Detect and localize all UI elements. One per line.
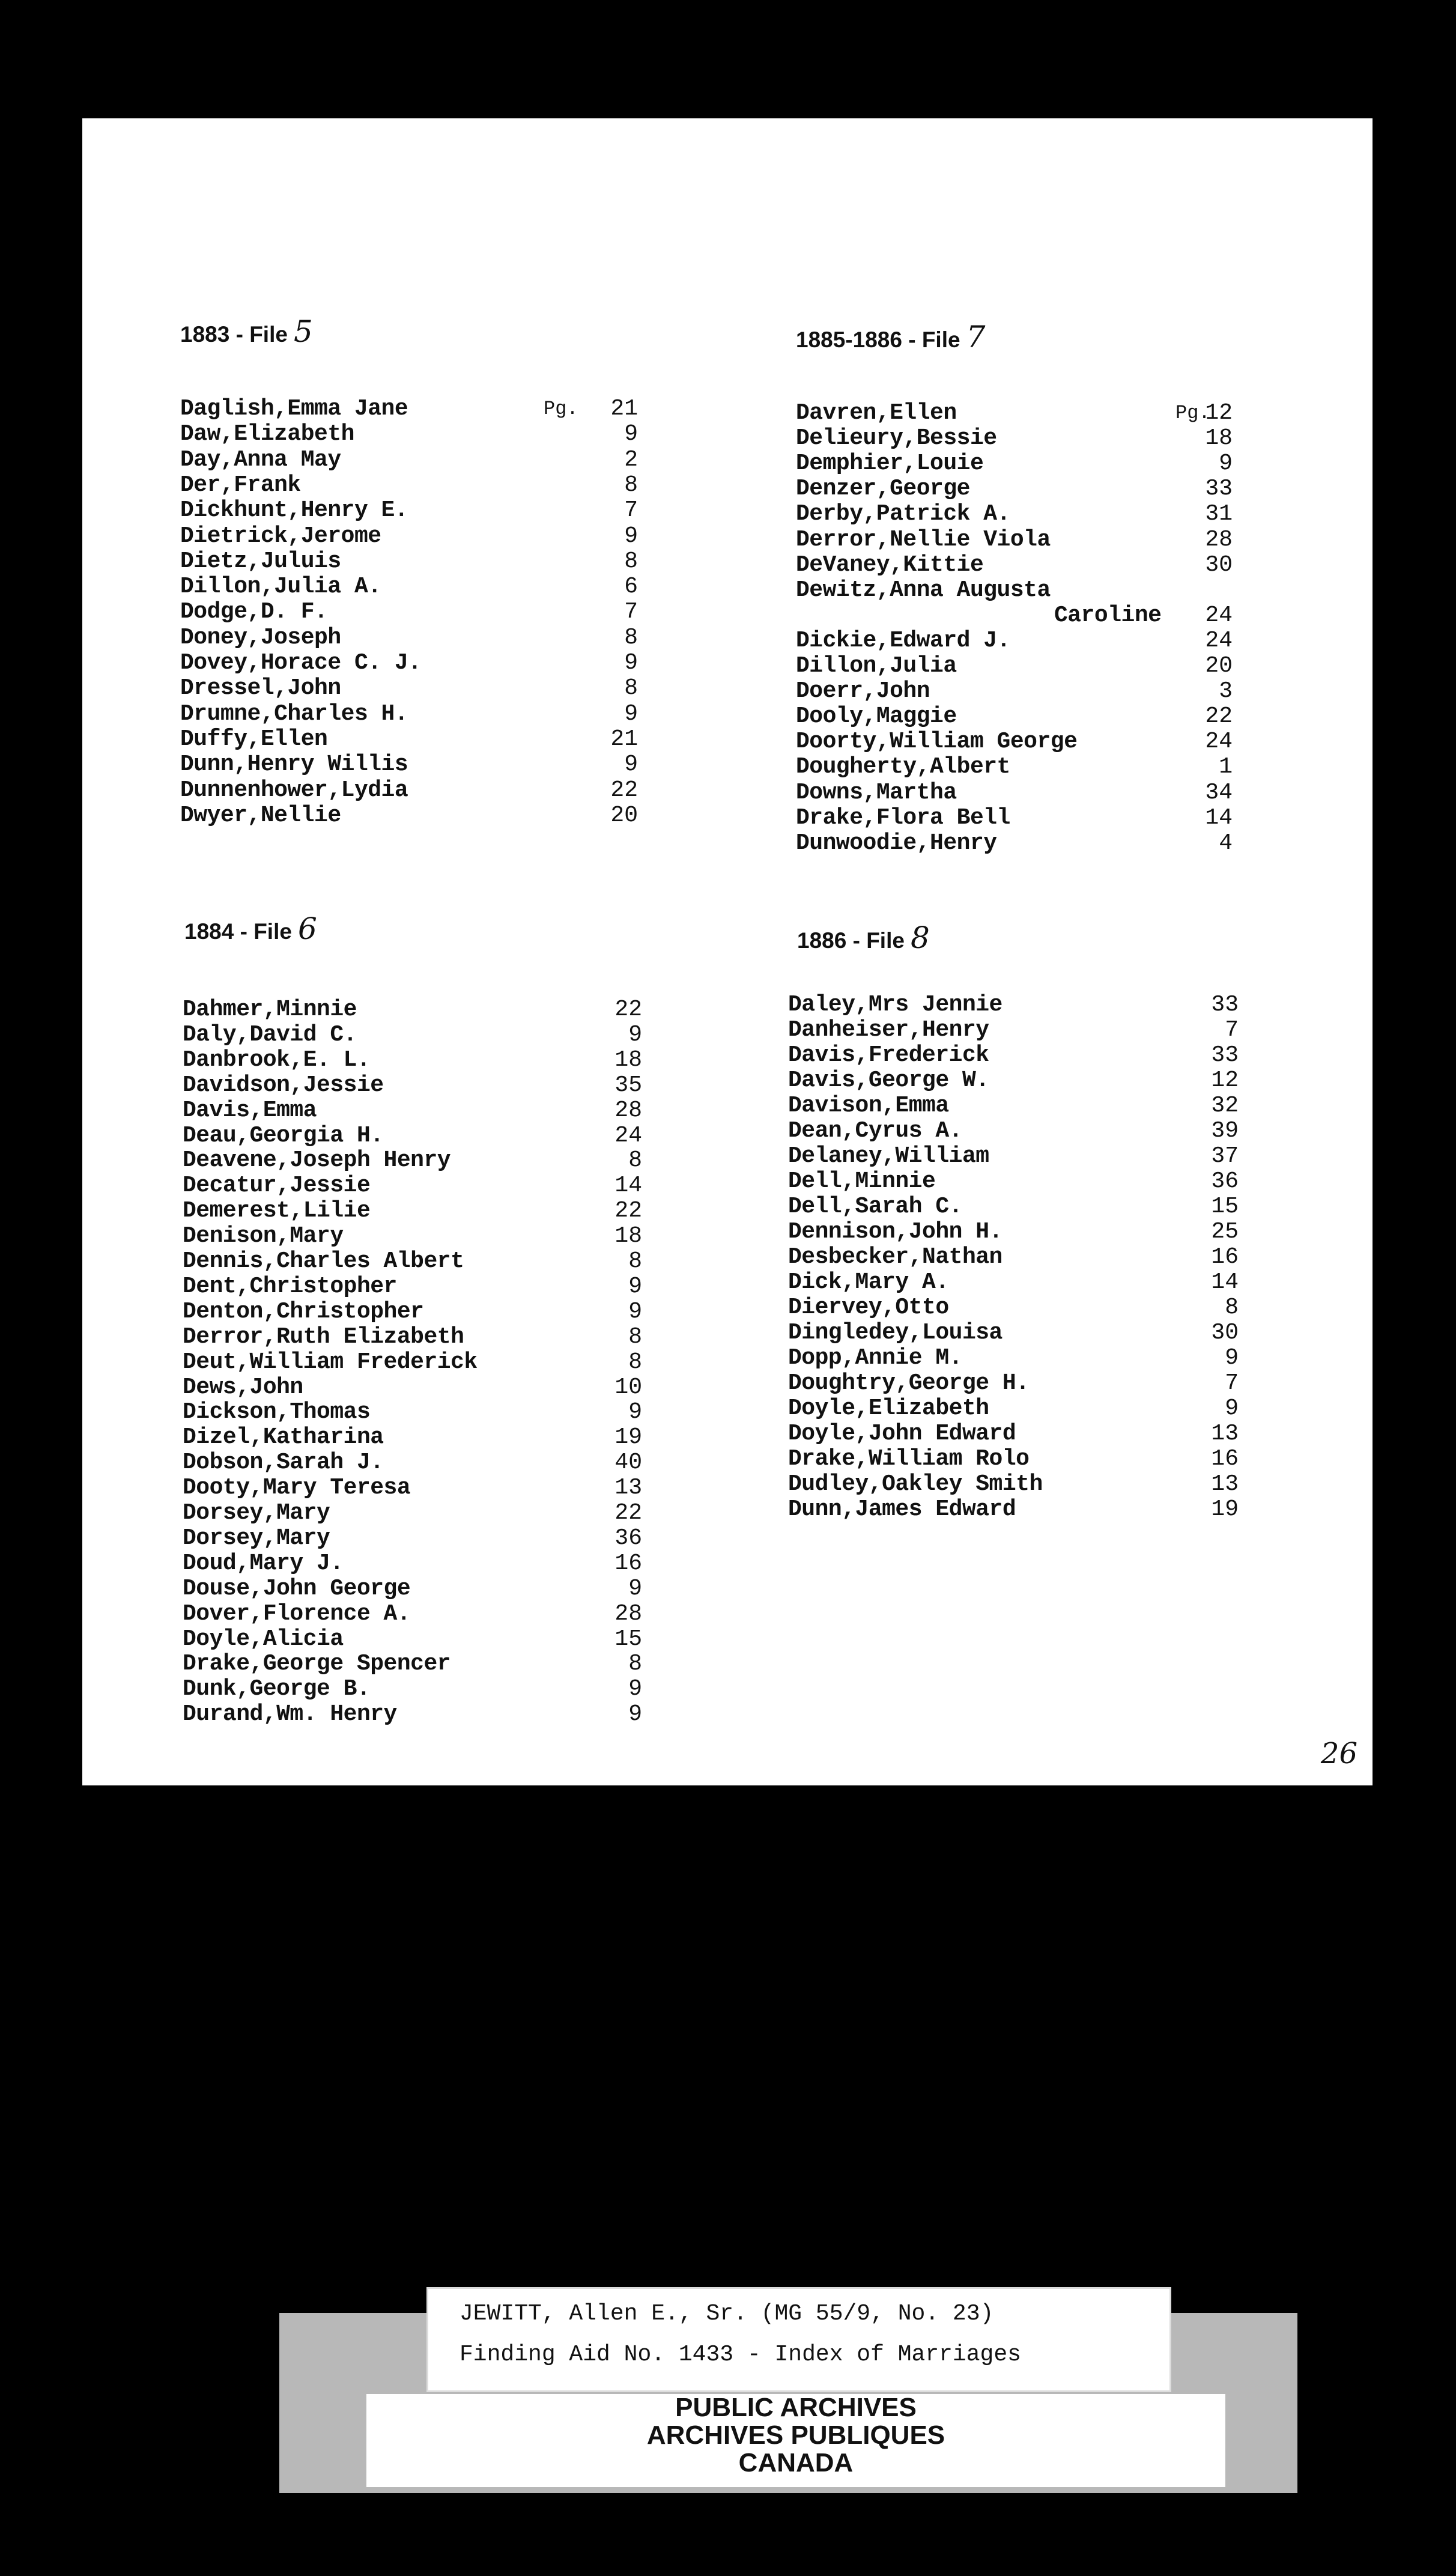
list-item bbox=[788, 1421, 1239, 1447]
entry-name: Dorsey,Mary bbox=[183, 1500, 330, 1526]
entry-page: 20 bbox=[610, 802, 638, 828]
entry-page: 9 bbox=[628, 1701, 642, 1728]
entry-name: Dressel,John bbox=[180, 675, 341, 702]
entry-name: Dunn,James Edward bbox=[788, 1496, 1016, 1522]
entry-page: 8 bbox=[1225, 1295, 1239, 1320]
entry-name: Doud,Mary J. bbox=[183, 1550, 344, 1576]
entry-name: Dickie,Edward J. bbox=[796, 627, 1010, 654]
entry-name: Doorty,William George bbox=[796, 729, 1078, 755]
entry-name: Diervey,Otto bbox=[788, 1295, 949, 1320]
archives-line-2: ARCHIVES PUBLIQUES bbox=[646, 2420, 945, 2450]
entry-name: Daley,Mrs Jennie bbox=[788, 992, 1003, 1018]
list-item bbox=[180, 727, 638, 752]
section-title-1885: 1885-1886 - File 7 bbox=[796, 320, 986, 354]
entry-page: 8 bbox=[628, 1323, 642, 1350]
entry-name: Davis,Emma bbox=[183, 1097, 317, 1123]
list-item bbox=[180, 524, 638, 549]
entry-name: Dingledey,Louisa bbox=[788, 1320, 1003, 1346]
entry-name: Daly,David C. bbox=[183, 1021, 357, 1048]
entry-page: 8 bbox=[628, 1248, 642, 1274]
list-item bbox=[183, 1224, 642, 1249]
entry-page: 13 bbox=[614, 1475, 642, 1501]
entry-page: 9 bbox=[1225, 1345, 1239, 1371]
list-item bbox=[183, 1425, 642, 1450]
entry-name: Dell,Sarah C. bbox=[788, 1194, 962, 1220]
entry-page: 28 bbox=[614, 1600, 642, 1627]
list-item bbox=[788, 1320, 1239, 1346]
entry-name: Denton,Christopher bbox=[183, 1298, 424, 1325]
entry-page: 9 bbox=[624, 523, 638, 549]
finding-aid-label bbox=[426, 2287, 1171, 2392]
list-item bbox=[183, 1627, 642, 1652]
entry-name: Derror,Ruth Elizabeth bbox=[183, 1323, 464, 1350]
entry-name: Dodge,D. F. bbox=[180, 599, 328, 625]
entry-page: 34 bbox=[1205, 779, 1233, 806]
list-item bbox=[796, 806, 1233, 831]
entry-name: Delieury,Bessie bbox=[796, 425, 997, 452]
list-item bbox=[796, 679, 1233, 704]
entry-name: Dover,Florence A. bbox=[183, 1600, 411, 1627]
entry-page: 32 bbox=[1211, 1093, 1239, 1119]
entry-name: Dizel,Katharina bbox=[183, 1424, 384, 1451]
entry-name: Davren,Ellen bbox=[796, 400, 957, 426]
entry-page: 9 bbox=[628, 1273, 642, 1299]
entry-page: 13 bbox=[1211, 1471, 1239, 1497]
entry-page: 9 bbox=[628, 1021, 642, 1048]
entry-name: Dudley,Oakley Smith bbox=[788, 1471, 1043, 1497]
entry-name: Doyle,Alicia bbox=[183, 1626, 344, 1652]
list-item bbox=[788, 1194, 1239, 1220]
entry-name: Deavene,Joseph Henry bbox=[183, 1147, 451, 1174]
entry-name: Duffy,Ellen bbox=[180, 726, 328, 752]
entry-name: Dorsey,Mary bbox=[183, 1525, 330, 1551]
entry-name: Dickson,Thomas bbox=[183, 1399, 371, 1426]
list-item bbox=[183, 1551, 642, 1576]
entry-name: Doney,Joseph bbox=[180, 624, 341, 651]
entry-name: Davidson,Jessie bbox=[183, 1072, 384, 1098]
list-item bbox=[183, 1677, 642, 1702]
entry-name: Dennison,John H. bbox=[788, 1219, 1003, 1245]
list-item bbox=[183, 1325, 642, 1350]
entry-page: 9 bbox=[628, 1298, 642, 1325]
list-item bbox=[183, 1475, 642, 1501]
section-title-1886: 1886 - File 8 bbox=[797, 920, 930, 955]
entry-page: 9 bbox=[628, 1399, 642, 1426]
entry-page: 10 bbox=[614, 1374, 642, 1400]
entry-name: Dooty,Mary Teresa bbox=[183, 1475, 411, 1501]
entry-page: 16 bbox=[614, 1550, 642, 1576]
list-item bbox=[180, 549, 638, 574]
entry-page: 36 bbox=[1211, 1168, 1239, 1194]
entry-name: Day,Anna May bbox=[180, 446, 341, 473]
entry-page: 20 bbox=[1205, 653, 1233, 679]
entry-page: 15 bbox=[614, 1626, 642, 1652]
list-item bbox=[796, 831, 1233, 856]
entry-name: Drumne,Charles H. bbox=[180, 700, 408, 727]
list-item bbox=[796, 704, 1233, 729]
entry-page: 37 bbox=[1211, 1143, 1239, 1169]
list-item bbox=[180, 803, 638, 828]
entry-page: 2 bbox=[624, 446, 638, 473]
entry-page: 24 bbox=[1205, 627, 1233, 654]
list-item bbox=[788, 1295, 1239, 1320]
entry-name: Caroline bbox=[1054, 602, 1162, 628]
entry-name: Dickhunt,Henry E. bbox=[180, 497, 408, 524]
section-title-1883: 1883 - File 5 bbox=[180, 314, 313, 349]
entry-name: Dews,John bbox=[183, 1374, 303, 1400]
list-item bbox=[180, 625, 638, 651]
document-page bbox=[82, 118, 1373, 1785]
list-item bbox=[183, 1526, 642, 1551]
list-item bbox=[796, 527, 1233, 553]
entry-name: Dwyer,Nellie bbox=[180, 802, 341, 828]
list-item bbox=[180, 396, 638, 422]
list-item bbox=[183, 1274, 642, 1299]
entry-name: Dahmer,Minnie bbox=[183, 997, 357, 1022]
entry-page: 9 bbox=[624, 700, 638, 727]
entry-page: 28 bbox=[1205, 526, 1233, 553]
entry-page: 16 bbox=[1211, 1446, 1239, 1472]
entry-page: 7 bbox=[624, 497, 638, 524]
entry-page: 24 bbox=[1205, 602, 1233, 628]
list-item bbox=[180, 752, 638, 777]
entry-page: 14 bbox=[1205, 804, 1233, 831]
entry-name: Downs,Martha bbox=[796, 779, 957, 806]
entry-page: 9 bbox=[628, 1575, 642, 1602]
entry-page: 8 bbox=[624, 548, 638, 574]
entry-page: 6 bbox=[624, 574, 638, 600]
list-item bbox=[788, 1346, 1239, 1371]
list-item bbox=[796, 654, 1233, 679]
list-item bbox=[788, 1068, 1239, 1093]
entry-page: 14 bbox=[1211, 1269, 1239, 1295]
entry-page: 22 bbox=[614, 997, 642, 1022]
entry-name: Dietz,Juluis bbox=[180, 548, 341, 574]
entry-page: 8 bbox=[624, 624, 638, 651]
entry-name: Dillon,Julia bbox=[796, 653, 957, 679]
list-item bbox=[788, 992, 1239, 1018]
entry-page: 7 bbox=[1225, 1370, 1239, 1396]
list-item bbox=[180, 574, 638, 600]
list-item bbox=[180, 600, 638, 625]
entry-page: 22 bbox=[614, 1500, 642, 1526]
entry-page: 18 bbox=[1205, 425, 1233, 452]
entry-page: 9 bbox=[624, 421, 638, 448]
list-item bbox=[183, 1022, 642, 1048]
entry-name: Decatur,Jessie bbox=[183, 1173, 371, 1199]
entry-page: 12 bbox=[1205, 400, 1233, 426]
entry-name: Doughtry,George H. bbox=[788, 1370, 1030, 1396]
entry-name: Dovey,Horace C. J. bbox=[180, 650, 422, 676]
list-item bbox=[788, 1497, 1239, 1522]
list-item bbox=[183, 1098, 642, 1123]
list-item bbox=[788, 1245, 1239, 1270]
entry-page: 9 bbox=[628, 1676, 642, 1703]
entry-name: Dooly,Maggie bbox=[796, 703, 957, 730]
list-item bbox=[183, 1123, 642, 1149]
list-item bbox=[788, 1144, 1239, 1169]
archives-line-1: PUBLIC ARCHIVES bbox=[675, 2393, 917, 2422]
entry-page: 12 bbox=[1211, 1068, 1239, 1093]
entry-page: 22 bbox=[614, 1198, 642, 1224]
entry-name: Daw,Elizabeth bbox=[180, 421, 354, 448]
entry-name: Derror,Nellie Viola bbox=[796, 526, 1051, 553]
list-item bbox=[180, 422, 638, 447]
list-item bbox=[788, 1220, 1239, 1245]
pg-label: Pg. bbox=[1175, 402, 1210, 424]
entry-name: Denzer,George bbox=[796, 476, 970, 502]
list-item bbox=[788, 1043, 1239, 1068]
entry-page: 30 bbox=[1211, 1320, 1239, 1346]
entry-name: Drake,Flora Bell bbox=[796, 804, 1010, 831]
entry-name: Desbecker,Nathan bbox=[788, 1244, 1003, 1270]
entry-name: Dunn,Henry Willis bbox=[180, 752, 408, 778]
entry-page: 4 bbox=[1219, 830, 1233, 856]
entry-name: Demphier,Louie bbox=[796, 451, 984, 477]
list-item bbox=[180, 676, 638, 701]
entry-page: 8 bbox=[628, 1349, 642, 1375]
archives-stamp bbox=[366, 2394, 1225, 2487]
entry-page: 40 bbox=[614, 1450, 642, 1476]
list-item bbox=[788, 1119, 1239, 1144]
entry-name: Danbrook,E. L. bbox=[183, 1046, 371, 1073]
entry-page: 25 bbox=[1211, 1219, 1239, 1245]
entry-page: 8 bbox=[624, 472, 638, 498]
entry-name: Davis,George W. bbox=[788, 1068, 989, 1093]
entry-name: Doyle,Elizabeth bbox=[788, 1396, 989, 1421]
list-item bbox=[788, 1093, 1239, 1119]
entry-name: Davison,Emma bbox=[788, 1093, 949, 1119]
entry-name: Drake,George Spencer bbox=[183, 1651, 451, 1677]
entry-name: Davis,Frederick bbox=[788, 1042, 989, 1068]
entry-page: 7 bbox=[624, 599, 638, 625]
section-title-1884: 1884 - File 6 bbox=[184, 911, 317, 946]
entry-name: Dent,Christopher bbox=[183, 1273, 397, 1299]
list-item bbox=[796, 553, 1233, 578]
list-item bbox=[180, 651, 638, 676]
entry-page: 8 bbox=[624, 675, 638, 702]
entry-page: 33 bbox=[1211, 1042, 1239, 1068]
list-item bbox=[180, 498, 638, 523]
entry-name: Demerest,Lilie bbox=[183, 1198, 371, 1224]
entry-name: Deut,William Frederick bbox=[183, 1349, 478, 1375]
list-item bbox=[183, 1375, 642, 1400]
entry-name: Dunwoodie,Henry bbox=[796, 830, 997, 856]
list-item bbox=[183, 1073, 642, 1098]
list-item bbox=[788, 1472, 1239, 1497]
entry-name: Douse,John George bbox=[183, 1575, 411, 1602]
entry-name: Deau,Georgia H. bbox=[183, 1122, 384, 1149]
entry-name: Doerr,John bbox=[796, 678, 930, 705]
entry-page: 24 bbox=[1205, 729, 1233, 755]
entry-page: 7 bbox=[1225, 1017, 1239, 1043]
entry-page: 8 bbox=[628, 1147, 642, 1174]
entry-page: 36 bbox=[614, 1525, 642, 1551]
entry-page: 22 bbox=[610, 777, 638, 803]
list-item bbox=[180, 448, 638, 473]
entry-page: 19 bbox=[614, 1424, 642, 1451]
list-item bbox=[796, 476, 1233, 502]
list-item bbox=[788, 1018, 1239, 1043]
entry-name: Dobson,Sarah J. bbox=[183, 1450, 384, 1476]
list-item bbox=[180, 702, 638, 727]
list-item bbox=[183, 1576, 642, 1602]
list-item bbox=[788, 1371, 1239, 1396]
entry-name: Dell,Minnie bbox=[788, 1168, 936, 1194]
entry-name: Durand,Wm. Henry bbox=[183, 1701, 397, 1728]
entry-name: Delaney,William bbox=[788, 1143, 989, 1169]
entry-page: 18 bbox=[614, 1046, 642, 1073]
finding-aid-line-2: Finding Aid No. 1433 - Index of Marriages bbox=[460, 2342, 1021, 2368]
list-item bbox=[183, 1400, 642, 1425]
entry-page: 1 bbox=[1219, 754, 1233, 780]
entry-page: 14 bbox=[614, 1173, 642, 1199]
list-item bbox=[796, 401, 1233, 426]
list-item bbox=[796, 780, 1233, 806]
list-item bbox=[788, 1396, 1239, 1421]
entry-name: Dillon,Julia A. bbox=[180, 574, 381, 600]
list-item bbox=[796, 426, 1233, 451]
list-item bbox=[796, 603, 1233, 628]
list-item bbox=[183, 1702, 642, 1727]
list-item bbox=[183, 1350, 642, 1375]
entry-name: Daglish,Emma Jane bbox=[180, 396, 408, 422]
entry-name: Drake,William Rolo bbox=[788, 1446, 1030, 1472]
sheet-number: 26 bbox=[1320, 1737, 1357, 1770]
entry-page: 28 bbox=[614, 1097, 642, 1123]
list-item bbox=[796, 755, 1233, 780]
finding-aid-line-1: JEWITT, Allen E., Sr. (MG 55/9, No. 23) bbox=[460, 2301, 994, 2327]
list-item bbox=[183, 1198, 642, 1224]
entry-page: 8 bbox=[628, 1651, 642, 1677]
list-item bbox=[796, 451, 1233, 476]
entry-page: 30 bbox=[1205, 551, 1233, 578]
entry-name: Dunk,George B. bbox=[183, 1676, 371, 1703]
entry-name: Dougherty,Albert bbox=[796, 754, 1010, 780]
entry-page: 33 bbox=[1211, 992, 1239, 1018]
entry-page: 15 bbox=[1211, 1194, 1239, 1220]
list-item bbox=[796, 729, 1233, 755]
list-item bbox=[183, 1651, 642, 1677]
list-item bbox=[796, 502, 1233, 527]
list-item bbox=[183, 1501, 642, 1526]
entry-name: DeVaney,Kittie bbox=[796, 551, 984, 578]
pg-label: Pg. bbox=[544, 398, 578, 420]
list-item bbox=[183, 1173, 642, 1198]
list-item bbox=[183, 1249, 642, 1274]
archives-line-3: CANADA bbox=[738, 2448, 854, 2477]
entry-page: 9 bbox=[624, 752, 638, 778]
entry-page: 31 bbox=[1205, 501, 1233, 527]
entry-name: Denison,Mary bbox=[183, 1223, 344, 1250]
entry-name: Dunnenhower,Lydia bbox=[180, 777, 408, 803]
entry-name: Dennis,Charles Albert bbox=[183, 1248, 464, 1274]
entry-page: 33 bbox=[1205, 476, 1233, 502]
list-item bbox=[183, 1602, 642, 1627]
list-item bbox=[788, 1169, 1239, 1194]
list-item bbox=[796, 628, 1233, 654]
entry-page: 19 bbox=[1211, 1496, 1239, 1522]
entry-page: 3 bbox=[1219, 678, 1233, 705]
entry-page: 13 bbox=[1211, 1421, 1239, 1447]
entry-name: Dewitz,Anna Augusta bbox=[796, 577, 1051, 603]
entry-name: Dopp,Annie M. bbox=[788, 1345, 962, 1371]
entry-name: Doyle,John Edward bbox=[788, 1421, 1016, 1447]
entry-page: 24 bbox=[614, 1122, 642, 1149]
list-item bbox=[180, 473, 638, 498]
entry-page: 9 bbox=[1219, 451, 1233, 477]
list-item bbox=[183, 1450, 642, 1475]
list-item bbox=[183, 1048, 642, 1073]
entry-name: Derby,Patrick A. bbox=[796, 501, 1010, 527]
entry-name: Dick,Mary A. bbox=[788, 1269, 949, 1295]
list-item bbox=[183, 1299, 642, 1325]
list-item bbox=[788, 1270, 1239, 1295]
entry-name: Dietrick,Jerome bbox=[180, 523, 381, 549]
list-item bbox=[180, 778, 638, 803]
entry-name: Danheiser,Henry bbox=[788, 1017, 989, 1043]
entry-page: 35 bbox=[614, 1072, 642, 1098]
entry-page: 39 bbox=[1211, 1118, 1239, 1144]
entry-name: Dean,Cyrus A. bbox=[788, 1118, 962, 1144]
entry-page: 21 bbox=[610, 726, 638, 752]
list-item bbox=[183, 997, 642, 1022]
list-item bbox=[796, 578, 1233, 603]
entry-name: Der,Frank bbox=[180, 472, 301, 498]
entry-page: 21 bbox=[610, 396, 638, 422]
list-item bbox=[183, 1148, 642, 1173]
entry-page: 16 bbox=[1211, 1244, 1239, 1270]
entry-page: 18 bbox=[614, 1223, 642, 1250]
list-item bbox=[788, 1447, 1239, 1472]
entry-page: 22 bbox=[1205, 703, 1233, 730]
entry-page: 9 bbox=[1225, 1396, 1239, 1421]
entry-page: 9 bbox=[624, 650, 638, 676]
